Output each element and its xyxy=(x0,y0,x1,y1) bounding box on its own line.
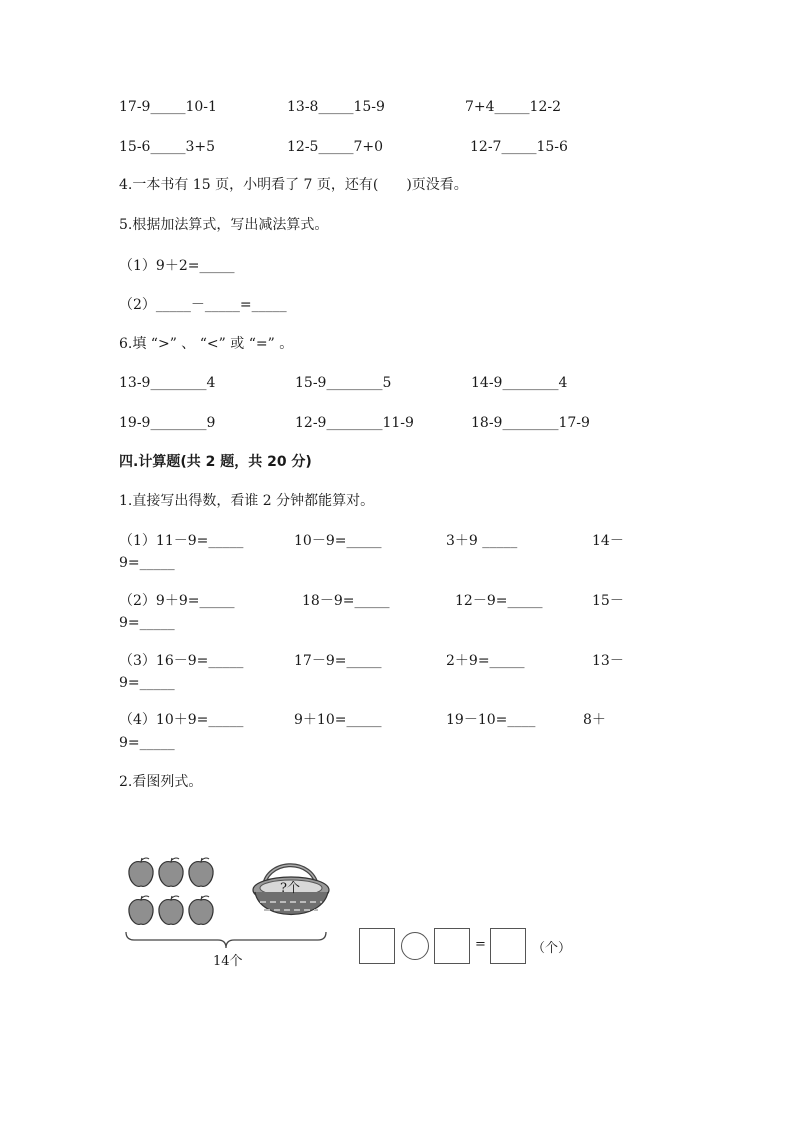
q6-item-2-3: 18-9________17-9 xyxy=(471,415,590,431)
q6-item-2-1: 19-9________9 xyxy=(119,415,216,431)
calc-row-3-col-3: 2＋9=_____ xyxy=(446,653,525,669)
question-5-title: 5.根据加法算式，写出减法算式。 xyxy=(119,217,329,233)
apple-icon xyxy=(189,858,213,886)
calc-row-2-wrap: 9=_____ xyxy=(119,615,175,631)
picture-equation-figure xyxy=(120,848,590,973)
question-5-line-2: （2）_____－_____=_____ xyxy=(119,297,287,313)
calc-row-1-col-1: （1）11－9=_____ xyxy=(119,533,244,549)
apple-icon xyxy=(159,896,183,924)
unit-label: （个） xyxy=(532,941,572,956)
calc-row-3-col-4: 13－ xyxy=(592,653,624,669)
calc-row-1-wrap: 9=_____ xyxy=(119,555,175,571)
answer-box-2[interactable] xyxy=(434,928,470,964)
q6-item-1-2: 15-9________5 xyxy=(295,375,392,391)
calc-row-2-col-1: （2）9＋9=_____ xyxy=(119,593,235,609)
calc-row-2-col-2: 18－9=_____ xyxy=(302,593,390,609)
compare-item-1-3: 7+4_____12-2 xyxy=(465,99,561,115)
q6-item-1-3: 14-9________4 xyxy=(471,375,568,391)
q6-item-1-1: 13-9________4 xyxy=(119,375,216,391)
answer-box-3[interactable] xyxy=(490,928,526,964)
answer-box-1[interactable] xyxy=(359,928,395,964)
equals-sign: = xyxy=(475,937,486,952)
section-4-q2-title: 2.看图列式。 xyxy=(119,774,203,790)
calc-row-4-col-2: 9＋10=_____ xyxy=(294,712,382,728)
compare-item-1-1: 17-9_____10-1 xyxy=(119,99,217,115)
calc-row-1-col-3: 3＋9 _____ xyxy=(446,533,518,549)
apple-icon xyxy=(189,896,213,924)
compare-item-2-2: 12-5_____7+0 xyxy=(287,139,383,155)
section-4-title: 四.计算题(共 2 题，共 20 分) xyxy=(119,454,312,470)
apple-icon-group xyxy=(129,858,213,924)
total-label: 14个 xyxy=(213,954,243,969)
basket-label: ?个 xyxy=(280,881,300,896)
compare-item-2-3: 12-7_____15-6 xyxy=(470,139,568,155)
calc-row-2-col-4: 15－ xyxy=(592,593,624,609)
compare-item-1-2: 13-8_____15-9 xyxy=(287,99,385,115)
apple-icon xyxy=(129,858,153,886)
calc-row-1-col-4: 14－ xyxy=(592,533,624,549)
compare-item-2-1: 15-6_____3+5 xyxy=(119,139,215,155)
calc-row-3-col-2: 17－9=_____ xyxy=(294,653,382,669)
calc-row-2-col-3: 12－9=_____ xyxy=(455,593,543,609)
operator-circle[interactable] xyxy=(401,932,429,960)
calc-row-4-col-4: 8＋ xyxy=(583,712,606,728)
section-4-q1-title: 1.直接写出得数，看谁 2 分钟都能算对。 xyxy=(119,493,375,509)
question-4: 4.一本书有 15 页，小明看了 7 页，还有( )页没看。 xyxy=(119,177,468,193)
total-brace xyxy=(126,932,326,948)
calc-row-4-col-1: （4）10＋9=_____ xyxy=(119,712,244,728)
question-6-title: 6.填 “>” 、 “<” 或 “=” 。 xyxy=(119,336,294,352)
calc-row-3-col-1: （3）16－9=_____ xyxy=(119,653,244,669)
question-5-line-1: （1）9＋2=_____ xyxy=(119,258,235,274)
q6-item-2-2: 12-9________11-9 xyxy=(295,415,414,431)
calc-row-4-wrap: 9=_____ xyxy=(119,735,175,751)
calc-row-4-col-3: 19－10=____ xyxy=(446,712,536,728)
apple-icon xyxy=(129,896,153,924)
calc-row-1-col-2: 10－9=_____ xyxy=(294,533,382,549)
apple-icon xyxy=(159,858,183,886)
calc-row-3-wrap: 9=_____ xyxy=(119,675,175,691)
